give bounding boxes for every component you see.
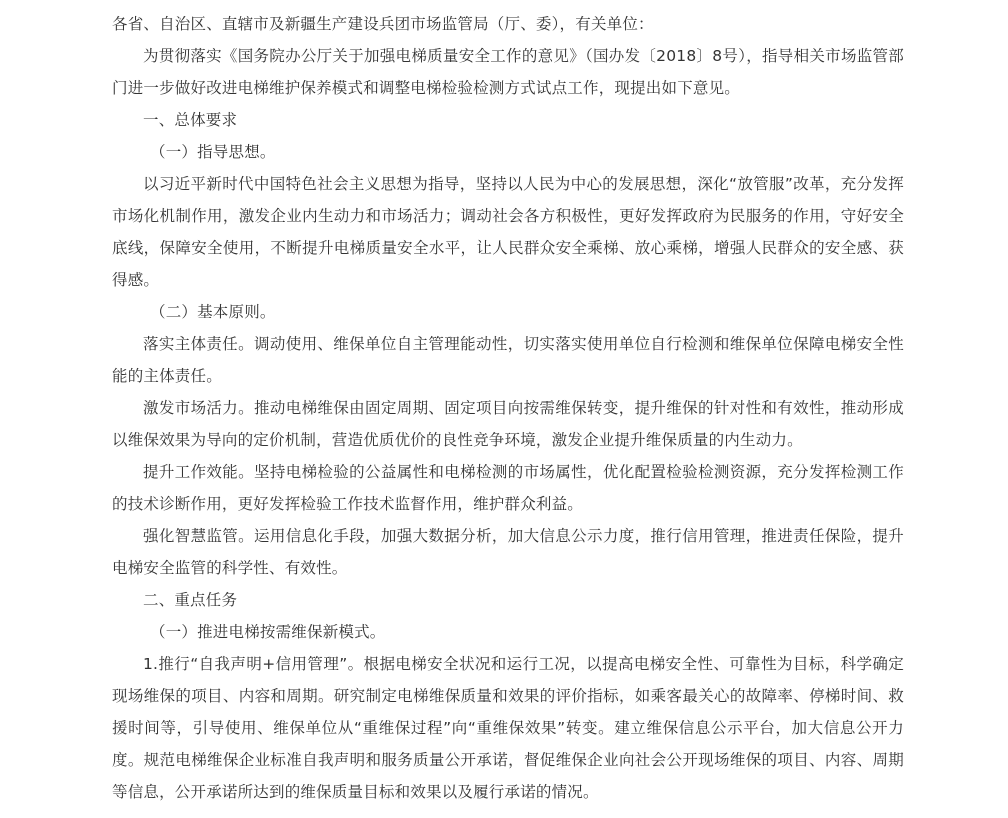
salutation: 各省、自治区、直辖市及新疆生产建设兵团市场监管局（厅、委），有关单位：	[112, 15, 654, 33]
section-heading-general-requirements: 一、总体要求	[143, 111, 238, 129]
guiding-ideology-paragraph: 以习近平新时代中国特色社会主义思想为指导，坚持以人民为中心的发展思想，深化“放管服”改革，充分发挥市场化机制作用，激发企业内生动力和市场活力；调动社会各方积极性，更好发挥政府为民服务的作用，守好安全底线，保障安全使用，不断提升电梯质量安全水平，让人民群众安全乘梯、放心乘梯，增强人民群众的安全感、获得感。	[112, 175, 904, 289]
section-heading-key-tasks: 二、重点任务	[143, 591, 238, 609]
subsection-heading-on-demand-maintenance: （一）推进电梯按需维保新模式。	[150, 623, 386, 641]
subsection-heading-basic-principles: （二）基本原则。	[150, 303, 276, 321]
principle-paragraph-smart-supervision: 强化智慧监管。运用信息化手段，加强大数据分析，加大信息公示力度，推行信用管理，推进责任保险，提升电梯安全监管的科学性、有效性。	[112, 527, 904, 577]
task-paragraph-self-declaration: 1.推行“自我声明+信用管理”。根据电梯安全状况和运行工况，以提高电梯安全性、可靠性为目标，科学确定现场维保的项目、内容和周期。研究制定电梯维保质量和效果的评价指标，如乘客最关心的故障率、停梯时间、救援时间等，引导使用、维保单位从“重维保过程”向“重维保效果”转变。建立维保信息公示平台，加大信息公开力度。规范电梯维保企业标准自我声明和服务质量公开承诺，督促维保企业向社会公开现场维保的项目、内容、周期等信息，公开承诺所达到的维保质量目标和效果以及履行承诺的情况。	[112, 655, 904, 801]
intro-paragraph: 为贯彻落实《国务院办公厅关于加强电梯质量安全工作的意见》（国办发〔2018〕8号），指导相关市场监管部门进一步做好改进电梯维护保养模式和调整电梯检验检测方式试点工作，现提出如下意见。	[112, 47, 904, 97]
principle-paragraph-market-vitality: 激发市场活力。推动电梯维保由固定周期、固定项目向按需维保转变，提升维保的针对性和有效性，推动形成以维保效果为导向的定价机制，营造优质优价的良性竞争环境，激发企业提升维保质量的内生动力。	[112, 399, 904, 449]
principle-paragraph-efficiency: 提升工作效能。坚持电梯检验的公益属性和电梯检测的市场属性，优化配置检验检测资源，充分发挥检测工作的技术诊断作用，更好发挥检验工作技术监督作用，维护群众利益。	[112, 463, 904, 513]
subsection-heading-guiding-ideology: （一）指导思想。	[150, 143, 276, 161]
principle-paragraph-responsibility: 落实主体责任。调动使用、维保单位自主管理能动性，切实落实使用单位自行检测和维保单位保障电梯安全性能的主体责任。	[112, 335, 904, 385]
